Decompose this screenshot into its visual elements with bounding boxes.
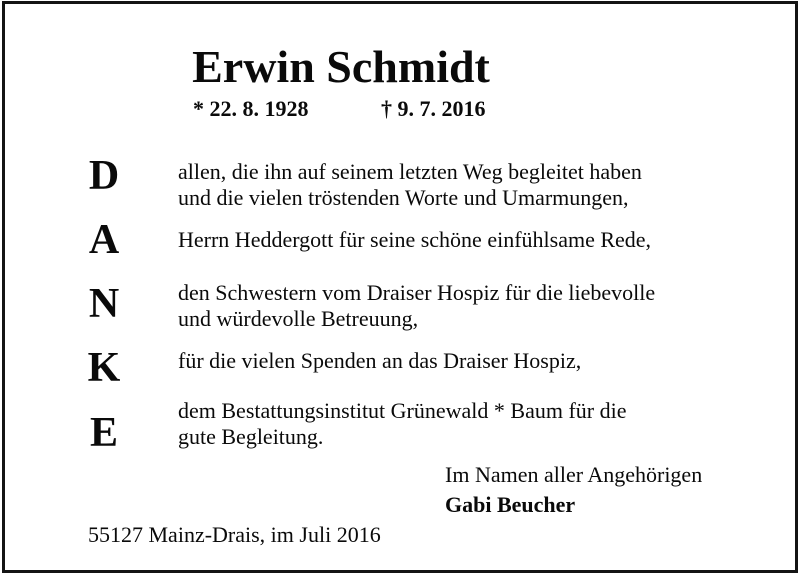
thanks-line: und die vielen tröstenden Worte und Umarmungen, — [178, 185, 629, 210]
thanks-item — [178, 159, 758, 211]
thanks-line: den Schwestern vom Draiser Hospiz für die liebevolle — [178, 280, 656, 305]
thanks-line: Herrn Heddergott für seine schöne einfühlsame Rede, — [178, 227, 652, 252]
place-date-line: 55127 Mainz-Drais, im Juli 2016 — [88, 522, 381, 547]
thanks-line: dem Bestattungsinstitut Grünewald * Baum für die — [178, 398, 627, 423]
birth-date: * 22. 8. 1928 — [193, 96, 309, 121]
death-date: † 9. 7. 2016 — [381, 96, 486, 121]
danke-letter-a: A — [88, 217, 120, 263]
thanks-item — [178, 227, 758, 253]
thanks-line: und würdevolle Betreuung, — [178, 306, 419, 331]
danke-letter-k: K — [87, 345, 121, 391]
thanks-line: gute Begleitung. — [178, 424, 324, 449]
signature-name: Gabi Beucher — [445, 492, 576, 517]
danke-letter-e: E — [89, 410, 118, 456]
closing-line: Im Namen aller Angehörigen — [445, 462, 703, 487]
thanks-item — [178, 348, 758, 374]
thanks-line: für die vielen Spenden an das Draiser Hospiz, — [178, 348, 582, 373]
thanks-item — [178, 280, 758, 332]
danke-letter-n: N — [88, 281, 120, 327]
thanks-line: allen, die ihn auf seinem letzten Weg begleitet haben — [178, 159, 642, 184]
danke-letter-d: D — [88, 153, 120, 199]
thanks-item — [178, 398, 758, 450]
deceased-name: Erwin Schmidt — [192, 41, 490, 92]
